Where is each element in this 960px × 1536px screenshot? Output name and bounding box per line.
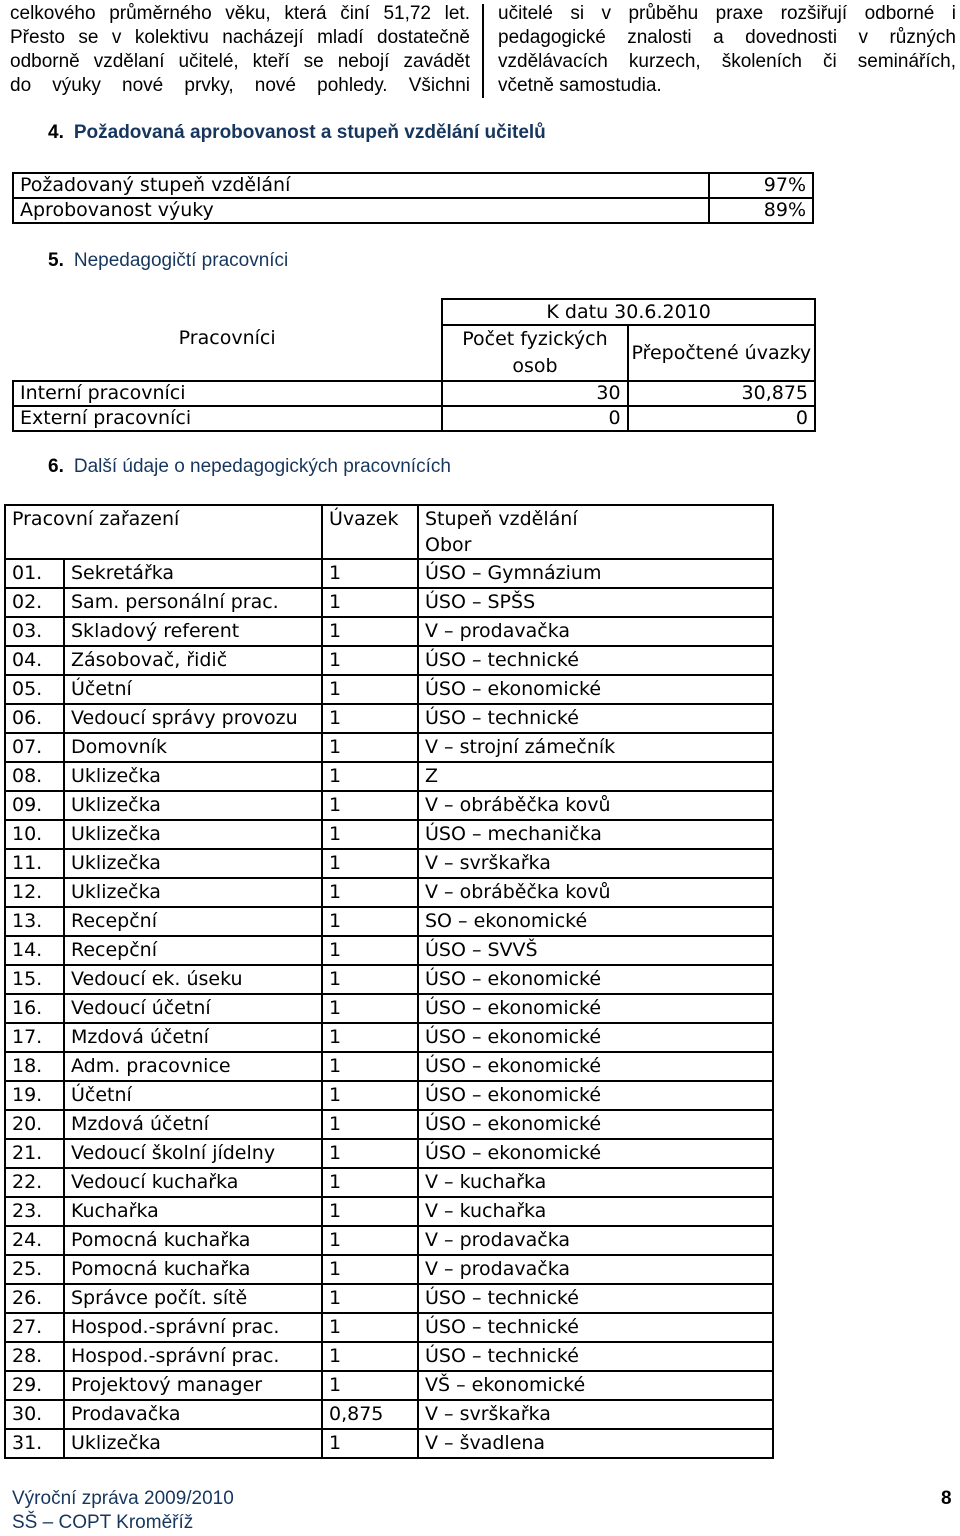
row-education: V – svrškařka (418, 849, 773, 878)
row-load: 1 (322, 1023, 418, 1052)
table-row (5, 704, 773, 733)
row-number: 14. (5, 936, 64, 965)
row-number: 03. (5, 617, 64, 646)
table-row (13, 173, 813, 198)
row-education: ÚSO – technické (418, 1342, 773, 1371)
row-number: 09. (5, 791, 64, 820)
row-position: Vedoucí účetní (64, 994, 322, 1023)
row-number: 07. (5, 733, 64, 762)
qualification-table (12, 172, 814, 224)
intro-right-column (498, 2, 956, 98)
table-row (13, 406, 815, 431)
row-label: Externí pracovníci (13, 406, 442, 431)
row-load: 1 (322, 907, 418, 936)
row-fte: 0 (628, 406, 815, 431)
row-position: Uklizečka (64, 878, 322, 907)
intro-line: vzdělávacích kurzech, školeních či seminářích, (498, 51, 956, 72)
row-load: 1 (322, 936, 418, 965)
header-education (418, 505, 773, 559)
row-education: ÚSO – ekonomické (418, 1081, 773, 1110)
section-number: 5. (48, 250, 64, 271)
table-row (5, 1197, 773, 1226)
header-date: K datu 30.6.2010 (442, 299, 815, 325)
intro-line: pedagogické znalosti a dovednosti v různých (498, 27, 956, 48)
row-education: V – obráběčka kovů (418, 791, 773, 820)
table-row (5, 994, 773, 1023)
table-row (5, 1284, 773, 1313)
row-number: 04. (5, 646, 64, 675)
row-number: 26. (5, 1284, 64, 1313)
row-number: 02. (5, 588, 64, 617)
row-number: 13. (5, 907, 64, 936)
row-position: Sekretářka (64, 559, 322, 588)
row-position: Projektový manager (64, 1371, 322, 1400)
row-position: Mzdová účetní (64, 1023, 322, 1052)
row-position: Uklizečka (64, 820, 322, 849)
table-row (5, 1226, 773, 1255)
table-row (5, 1400, 773, 1429)
staff-detail-table (4, 504, 774, 1459)
section-title: Požadovaná aprobovanost a stupeň vzdělání učitelů (73, 122, 546, 143)
row-load: 1 (322, 1284, 418, 1313)
row-education: V – prodavačka (418, 1255, 773, 1284)
row-education: ÚSO – ekonomické (418, 675, 773, 704)
row-load: 1 (322, 1168, 418, 1197)
row-number: 25. (5, 1255, 64, 1284)
row-education: V – svrškařka (418, 1400, 773, 1429)
row-position: Zásobovač, řidič (64, 646, 322, 675)
row-load: 1 (322, 820, 418, 849)
row-number: 28. (5, 1342, 64, 1371)
header-workers: Pracovníci (13, 299, 442, 381)
table-row (5, 762, 773, 791)
header-persons-line1: Počet fyzických (462, 328, 608, 350)
row-education: V – prodavačka (418, 1226, 773, 1255)
row-load: 1 (322, 791, 418, 820)
row-persons: 0 (442, 406, 627, 431)
section-6-heading (48, 456, 451, 478)
row-load: 1 (322, 762, 418, 791)
table-header-row (5, 505, 773, 559)
row-education: ÚSO – technické (418, 646, 773, 675)
row-education: ÚSO – SVVŠ (418, 936, 773, 965)
footer-school-name: SŠ – COPT Kroměříž (12, 1512, 194, 1533)
row-education: ÚSO – ekonomické (418, 1139, 773, 1168)
row-load: 1 (322, 1197, 418, 1226)
row-label: Interní pracovníci (13, 381, 442, 406)
row-label: Aprobovanost výuky (13, 198, 709, 223)
row-load: 1 (322, 675, 418, 704)
row-load: 1 (322, 1342, 418, 1371)
row-position: Adm. pracovnice (64, 1052, 322, 1081)
row-education: ÚSO – technické (418, 704, 773, 733)
footer-report-title: Výroční zpráva 2009/2010 (12, 1488, 234, 1509)
table-row (5, 1168, 773, 1197)
section-number: 4. (48, 122, 64, 143)
row-number: 17. (5, 1023, 64, 1052)
row-position: Účetní (64, 675, 322, 704)
row-position: Mzdová účetní (64, 1110, 322, 1139)
row-position: Hospod.-správní prac. (64, 1313, 322, 1342)
table-row (5, 1139, 773, 1168)
row-number: 24. (5, 1226, 64, 1255)
row-position: Recepční (64, 936, 322, 965)
row-education: ÚSO – ekonomické (418, 1023, 773, 1052)
row-education: ÚSO – technické (418, 1313, 773, 1342)
table-row (5, 617, 773, 646)
row-load: 1 (322, 588, 418, 617)
page-number: 8 (941, 1488, 952, 1509)
row-position: Pomocná kuchařka (64, 1255, 322, 1284)
table-row (13, 381, 815, 406)
row-load: 1 (322, 878, 418, 907)
row-position: Prodavačka (64, 1400, 322, 1429)
table-row (5, 907, 773, 936)
row-number: 29. (5, 1371, 64, 1400)
row-position: Uklizečka (64, 1429, 322, 1458)
row-position: Hospod.-správní prac. (64, 1342, 322, 1371)
table-row (5, 820, 773, 849)
row-education: ÚSO – ekonomické (418, 1052, 773, 1081)
row-number: 21. (5, 1139, 64, 1168)
table-row (5, 1371, 773, 1400)
row-education: ÚSO – ekonomické (418, 994, 773, 1023)
row-load: 1 (322, 646, 418, 675)
row-position: Účetní (64, 1081, 322, 1110)
row-number: 10. (5, 820, 64, 849)
row-label: Požadovaný stupeň vzdělání (13, 173, 709, 198)
table-row (5, 878, 773, 907)
row-fte: 30,875 (628, 381, 815, 406)
row-load: 0,875 (322, 1400, 418, 1429)
row-load: 1 (322, 1226, 418, 1255)
column-divider (482, 4, 484, 98)
row-load: 1 (322, 849, 418, 878)
table-row (5, 791, 773, 820)
row-education: V – kuchařka (418, 1197, 773, 1226)
table-row (5, 1081, 773, 1110)
table-row (5, 675, 773, 704)
row-load: 1 (322, 617, 418, 646)
row-position: Recepční (64, 907, 322, 936)
row-number: 23. (5, 1197, 64, 1226)
row-education: ÚSO – ekonomické (418, 1110, 773, 1139)
table-row (5, 1342, 773, 1371)
table-row (5, 646, 773, 675)
row-load: 1 (322, 1429, 418, 1458)
row-position: Domovník (64, 733, 322, 762)
intro-line: učitelé si v průběhu praxe rozšiřují odborné i (498, 3, 956, 24)
row-load: 1 (322, 1371, 418, 1400)
section-title: Další údaje o nepedagogických pracovnících (73, 456, 451, 477)
row-position: Kuchařka (64, 1197, 322, 1226)
row-load: 1 (322, 1110, 418, 1139)
row-persons: 30 (442, 381, 627, 406)
row-education: V – prodavačka (418, 617, 773, 646)
row-education: VŠ – ekonomické (418, 1371, 773, 1400)
row-number: 11. (5, 849, 64, 878)
row-position: Skladový referent (64, 617, 322, 646)
table-row (5, 1255, 773, 1284)
row-load: 1 (322, 1081, 418, 1110)
row-education: Z (418, 762, 773, 791)
section-5-heading (48, 250, 288, 272)
table-header-row (13, 299, 815, 325)
row-number: 30. (5, 1400, 64, 1429)
header-load: Úvazek (322, 505, 418, 559)
row-load: 1 (322, 704, 418, 733)
row-value: 89% (709, 198, 813, 223)
row-position: Správce počít. sítě (64, 1284, 322, 1313)
row-education: V – obráběčka kovů (418, 878, 773, 907)
table-row (5, 1313, 773, 1342)
row-load: 1 (322, 965, 418, 994)
row-position: Vedoucí školní jídelny (64, 1139, 322, 1168)
row-load: 1 (322, 733, 418, 762)
table-row (5, 1023, 773, 1052)
row-number: 31. (5, 1429, 64, 1458)
intro-left-column (10, 2, 470, 98)
row-position: Vedoucí správy provozu (64, 704, 322, 733)
header-persons (442, 325, 627, 381)
table-row (5, 1429, 773, 1458)
intro-line: včetně samostudia. (498, 75, 662, 96)
table-row (5, 1110, 773, 1139)
table-row (5, 733, 773, 762)
staff-detail-body (5, 559, 773, 1458)
row-education: ÚSO – technické (418, 1284, 773, 1313)
row-position: Uklizečka (64, 791, 322, 820)
row-value: 97% (709, 173, 813, 198)
row-education: ÚSO – ekonomické (418, 965, 773, 994)
row-number: 01. (5, 559, 64, 588)
section-4-heading (48, 122, 546, 144)
row-education: V – strojní zámečník (418, 733, 773, 762)
row-number: 18. (5, 1052, 64, 1081)
row-number: 06. (5, 704, 64, 733)
staff-count-table (12, 298, 816, 432)
row-load: 1 (322, 1052, 418, 1081)
row-position: Vedoucí kuchařka (64, 1168, 322, 1197)
intro-line: do výuky nové prvky, nové pohledy. Všichni (10, 75, 470, 96)
row-number: 05. (5, 675, 64, 704)
table-row (5, 588, 773, 617)
header-persons-line2: osob (512, 355, 558, 377)
row-load: 1 (322, 1313, 418, 1342)
table-row (5, 559, 773, 588)
row-education: V – švadlena (418, 1429, 773, 1458)
table-row (5, 849, 773, 878)
row-number: 08. (5, 762, 64, 791)
table-row (5, 1052, 773, 1081)
intro-line: Přesto se v kolektivu nacházejí mladí dostatečně (10, 27, 470, 48)
header-education-line1: Stupeň vzdělání (425, 508, 578, 530)
row-load: 1 (322, 1255, 418, 1284)
row-number: 12. (5, 878, 64, 907)
row-education: ÚSO – SPŠS (418, 588, 773, 617)
header-position: Pracovní zařazení (5, 505, 322, 559)
row-number: 27. (5, 1313, 64, 1342)
row-number: 15. (5, 965, 64, 994)
row-number: 16. (5, 994, 64, 1023)
row-load: 1 (322, 1139, 418, 1168)
row-education: ÚSO – mechanička (418, 820, 773, 849)
row-load: 1 (322, 994, 418, 1023)
table-row (13, 198, 813, 223)
intro-line: odborně vzdělaní učitelé, kteří se nebojí zavádět (10, 51, 470, 72)
table-row (5, 936, 773, 965)
row-position: Pomocná kuchařka (64, 1226, 322, 1255)
header-education-line2: Obor (425, 534, 472, 556)
row-position: Uklizečka (64, 849, 322, 878)
section-number: 6. (48, 456, 64, 477)
row-education: V – kuchařka (418, 1168, 773, 1197)
section-title: Nepedagogičtí pracovníci (73, 250, 289, 271)
header-fte: Přepočtené úvazky (628, 325, 815, 381)
row-number: 20. (5, 1110, 64, 1139)
table-row (5, 965, 773, 994)
row-position: Vedoucí ek. úseku (64, 965, 322, 994)
row-education: SO – ekonomické (418, 907, 773, 936)
row-number: 22. (5, 1168, 64, 1197)
row-position: Uklizečka (64, 762, 322, 791)
row-load: 1 (322, 559, 418, 588)
intro-line: celkového průměrného věku, která činí 51,72 let. (10, 3, 470, 24)
row-number: 19. (5, 1081, 64, 1110)
row-position: Sam. personální prac. (64, 588, 322, 617)
row-education: ÚSO – Gymnázium (418, 559, 773, 588)
